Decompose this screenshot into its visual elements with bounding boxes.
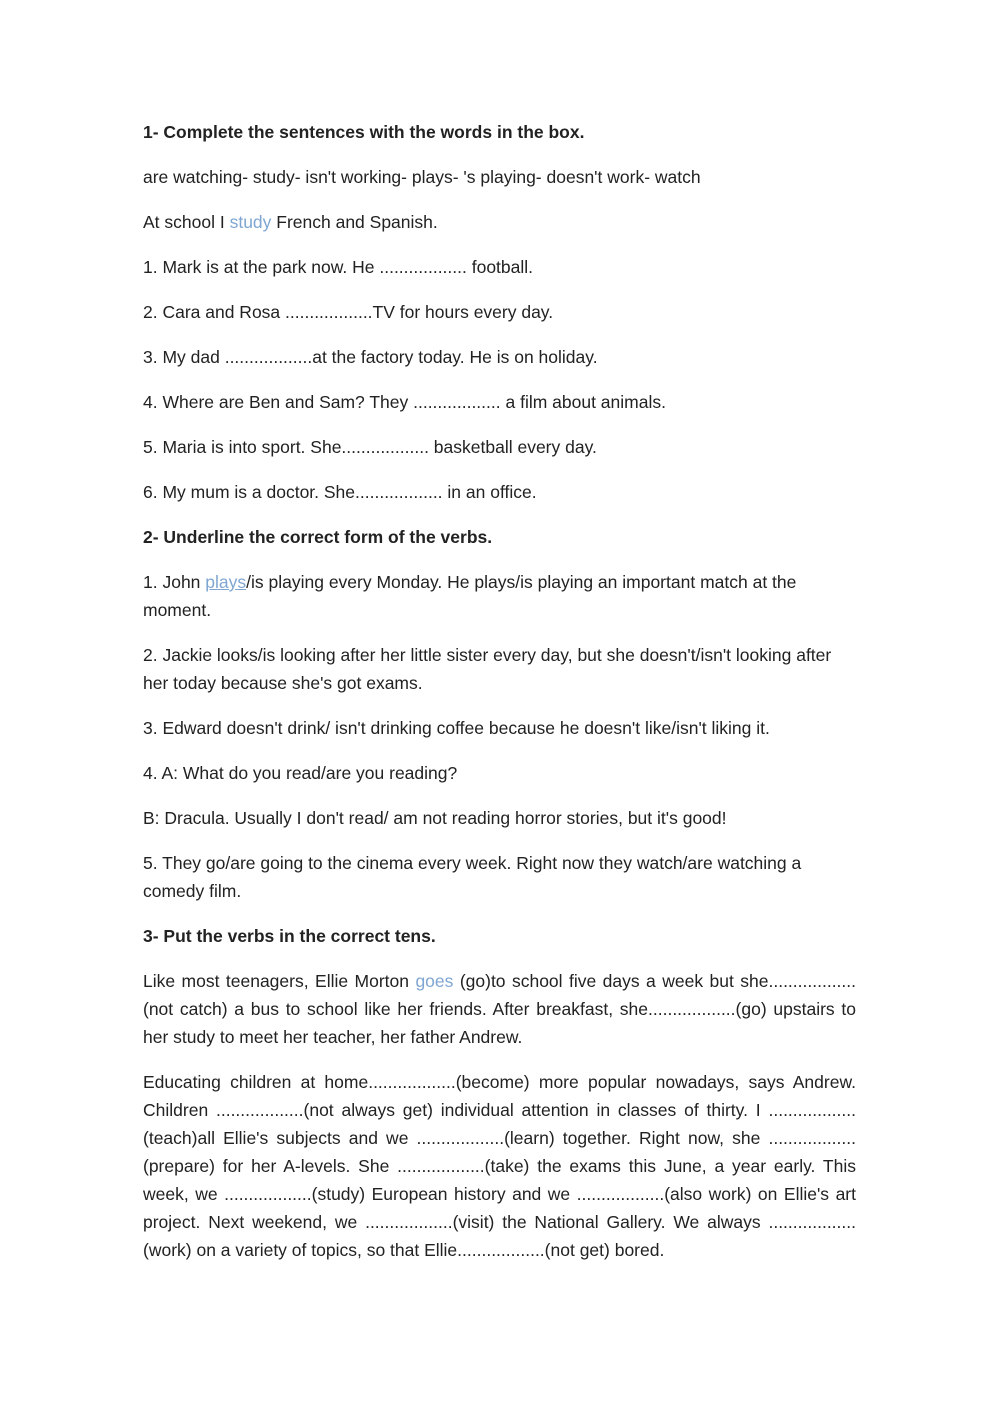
exercise1-item-1: 1. Mark is at the park now. He .................. football. <box>143 257 534 277</box>
exercise2-item-3: 3. Edward doesn't drink/ isn't drinking coffee because he doesn't like/isn't liking it. <box>143 718 770 738</box>
exercise2-item-4b: B: Dracula. Usually I don't read/ am not reading horror stories, but it's good! <box>143 808 727 828</box>
exercise1-item-6: 6. My mum is a doctor. She.................. in an office. <box>143 482 537 502</box>
example-text-after: French and Spanish. <box>271 212 438 232</box>
exercise2-item-1 <box>143 568 856 624</box>
exercise2-heading: 2- Underline the correct form of the verbs. <box>143 527 493 547</box>
exercise1-item-2: 2. Cara and Rosa ..................TV for hours every day. <box>143 302 554 322</box>
exercise2-item-5: 5. They go/are going to the cinema every week. Right now they watch/are watching a comedy film. <box>143 853 802 901</box>
exercise1-item-4: 4. Where are Ben and Sam? They .................. a film about animals. <box>143 392 666 412</box>
para1-text-after: (go)to school five days a week but she..................(not catch) a bus to school like her friends. After breakfast, she..................(go) upstairs to her study to meet her teacher, her father Andrew. <box>143 971 856 1047</box>
example-answer: study <box>229 212 272 232</box>
example-text-before: At school I <box>143 212 230 232</box>
exercise1-item-5: 5. Maria is into sport. She.................. basketball every day. <box>143 437 597 457</box>
exercise1-example <box>143 208 856 236</box>
exercise3-paragraph-1 <box>143 967 856 1051</box>
para1-answer: goes <box>415 971 454 991</box>
item1-text-after: /is playing every Monday. He plays/is playing an important match at the moment. <box>143 572 797 620</box>
item1-answer: plays <box>205 572 247 592</box>
exercise2-item-2: 2. Jackie looks/is looking after her little sister every day, but she doesn't/isn't looking after her today because she's got exams. <box>143 645 832 693</box>
exercise3-heading: 3- Put the verbs in the correct tens. <box>143 926 436 946</box>
word-box: are watching- study- isn't working- plays- 's playing- doesn't work- watch <box>143 167 701 187</box>
exercise3-paragraph-2: Educating children at home..................(become) more popular nowadays, says Andrew. Children ..................(not always get) individual attention in classes of thirty. I ..................(teach)all Ellie's subjects and we ..................(learn) together. Right now, she ..................(prepare) for her A-levels. She ..................(take) the exams this June, a year early. This week, we ..................(study) European history and we ..................(also work) on Ellie's art project. Next weekend, we ..................(visit) the National Gallery. We always ..................(work) on a variety of topics, so that Ellie..................(not get) bored. <box>143 1072 856 1260</box>
exercise1-item-3: 3. My dad ..................at the factory today. He is on holiday. <box>143 347 598 367</box>
worksheet-content <box>143 118 856 1281</box>
exercise2-item-4a: 4. A: What do you read/are you reading? <box>143 763 458 783</box>
para1-text-before: Like most teenagers, Ellie Morton <box>143 971 416 991</box>
exercise1-heading: 1- Complete the sentences with the words in the box. <box>143 122 585 142</box>
item1-text-before: 1. John <box>143 572 206 592</box>
